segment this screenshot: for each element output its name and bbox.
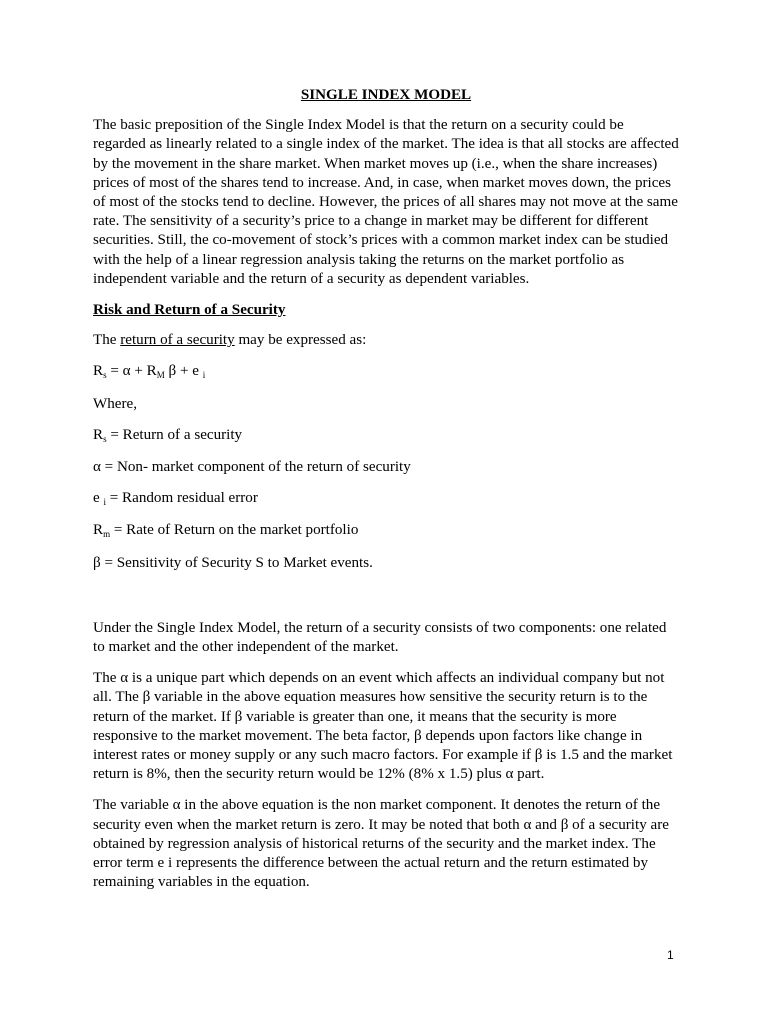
return-expression-line — [93, 331, 679, 350]
def-rm-text: = Rate of Return on the market portfolio — [110, 522, 359, 539]
eq-r: R — [93, 363, 104, 380]
alpha-beta-paragraph: The α is a unique part which depends on an event which affects an individual company but not all. The β variable in the above equation measures how sensitive the security return is to the return of the market. If β variable is greater than one, it means that the security is more responsive to the market movement. The beta factor, β depends upon factors like change in interest rates or money supply or any such macro factors. For example if β is 1.5 and the market return is 8%, then the security return would be 12% (8% x 1.5) plus α part. — [93, 670, 673, 783]
definition-beta: β = Sensitivity of Security S to Market events. — [93, 554, 373, 571]
intro-paragraph: The basic preposition of the Single Index Model is that the return on a security could be regarded as linearly related to a single index of the market. The idea is that all stocks are affected by the movement in the share market. When market moves up (i.e., when the share increases) prices of most of the shares tend to increase. And, in case, when market moves down, the prices of most of the stocks tend to decline. However, the prices of all shares may not move at the same rate. The sensitivity of a security’s price to a change in market may be different for different securities. Still, the co-movement of stock’s prices with a common market index can be studied with the help of a linear regression analysis taking the returns on the market portfolio as independent variable and the return of a security as dependent variables. — [93, 117, 679, 287]
return-of-security-link[interactable]: return of a security — [120, 332, 235, 349]
def-rs-text: = Return of a security — [106, 426, 243, 443]
definition-rm — [93, 521, 679, 541]
def-rs-symbol: R — [93, 426, 104, 443]
def-e-text: = Random residual error — [106, 490, 258, 507]
def-e-symbol: e — [93, 490, 104, 507]
document-title: SINGLE INDEX MODEL — [300, 87, 472, 103]
return-line-prefix: The — [93, 332, 121, 349]
components-paragraph: Under the Single Index Model, the return of a security consists of two components: one related to market and the other independent of the market. — [93, 619, 667, 656]
def-rm-sub: m — [103, 529, 111, 540]
eq-r-sub: s — [103, 370, 107, 381]
page-number: 1 — [667, 948, 674, 962]
non-market-paragraph: The variable α in the above equation is the non market component. It denotes the return of the security even when the market return is zero. It may be noted that both α and β of a security are obtained by regression analysis of historical returns of the security and the market index. The error term e i represents the difference between the actual return and the return estimated by remaining variables in the equation. — [93, 797, 669, 891]
eq-mid: = α + R — [106, 363, 157, 380]
eq-beta-e: β + e — [164, 363, 203, 380]
def-e-sub: i — [103, 497, 106, 508]
section-heading: Risk and Return of a Security — [93, 302, 286, 319]
definition-rs — [93, 426, 679, 446]
return-equation — [93, 362, 679, 382]
def-rm-symbol: R — [93, 522, 104, 539]
eq-e-sub: i — [202, 370, 206, 381]
eq-rm-sub: M — [156, 370, 165, 381]
where-label: Where, — [93, 395, 137, 412]
def-rs-sub: s — [103, 433, 107, 444]
page-content — [93, 86, 679, 905]
definition-alpha: α = Non- market component of the return of security — [93, 459, 411, 476]
return-line-suffix: may be expressed as: — [234, 332, 367, 349]
definition-e — [93, 489, 679, 509]
blank-spacer — [93, 585, 679, 619]
